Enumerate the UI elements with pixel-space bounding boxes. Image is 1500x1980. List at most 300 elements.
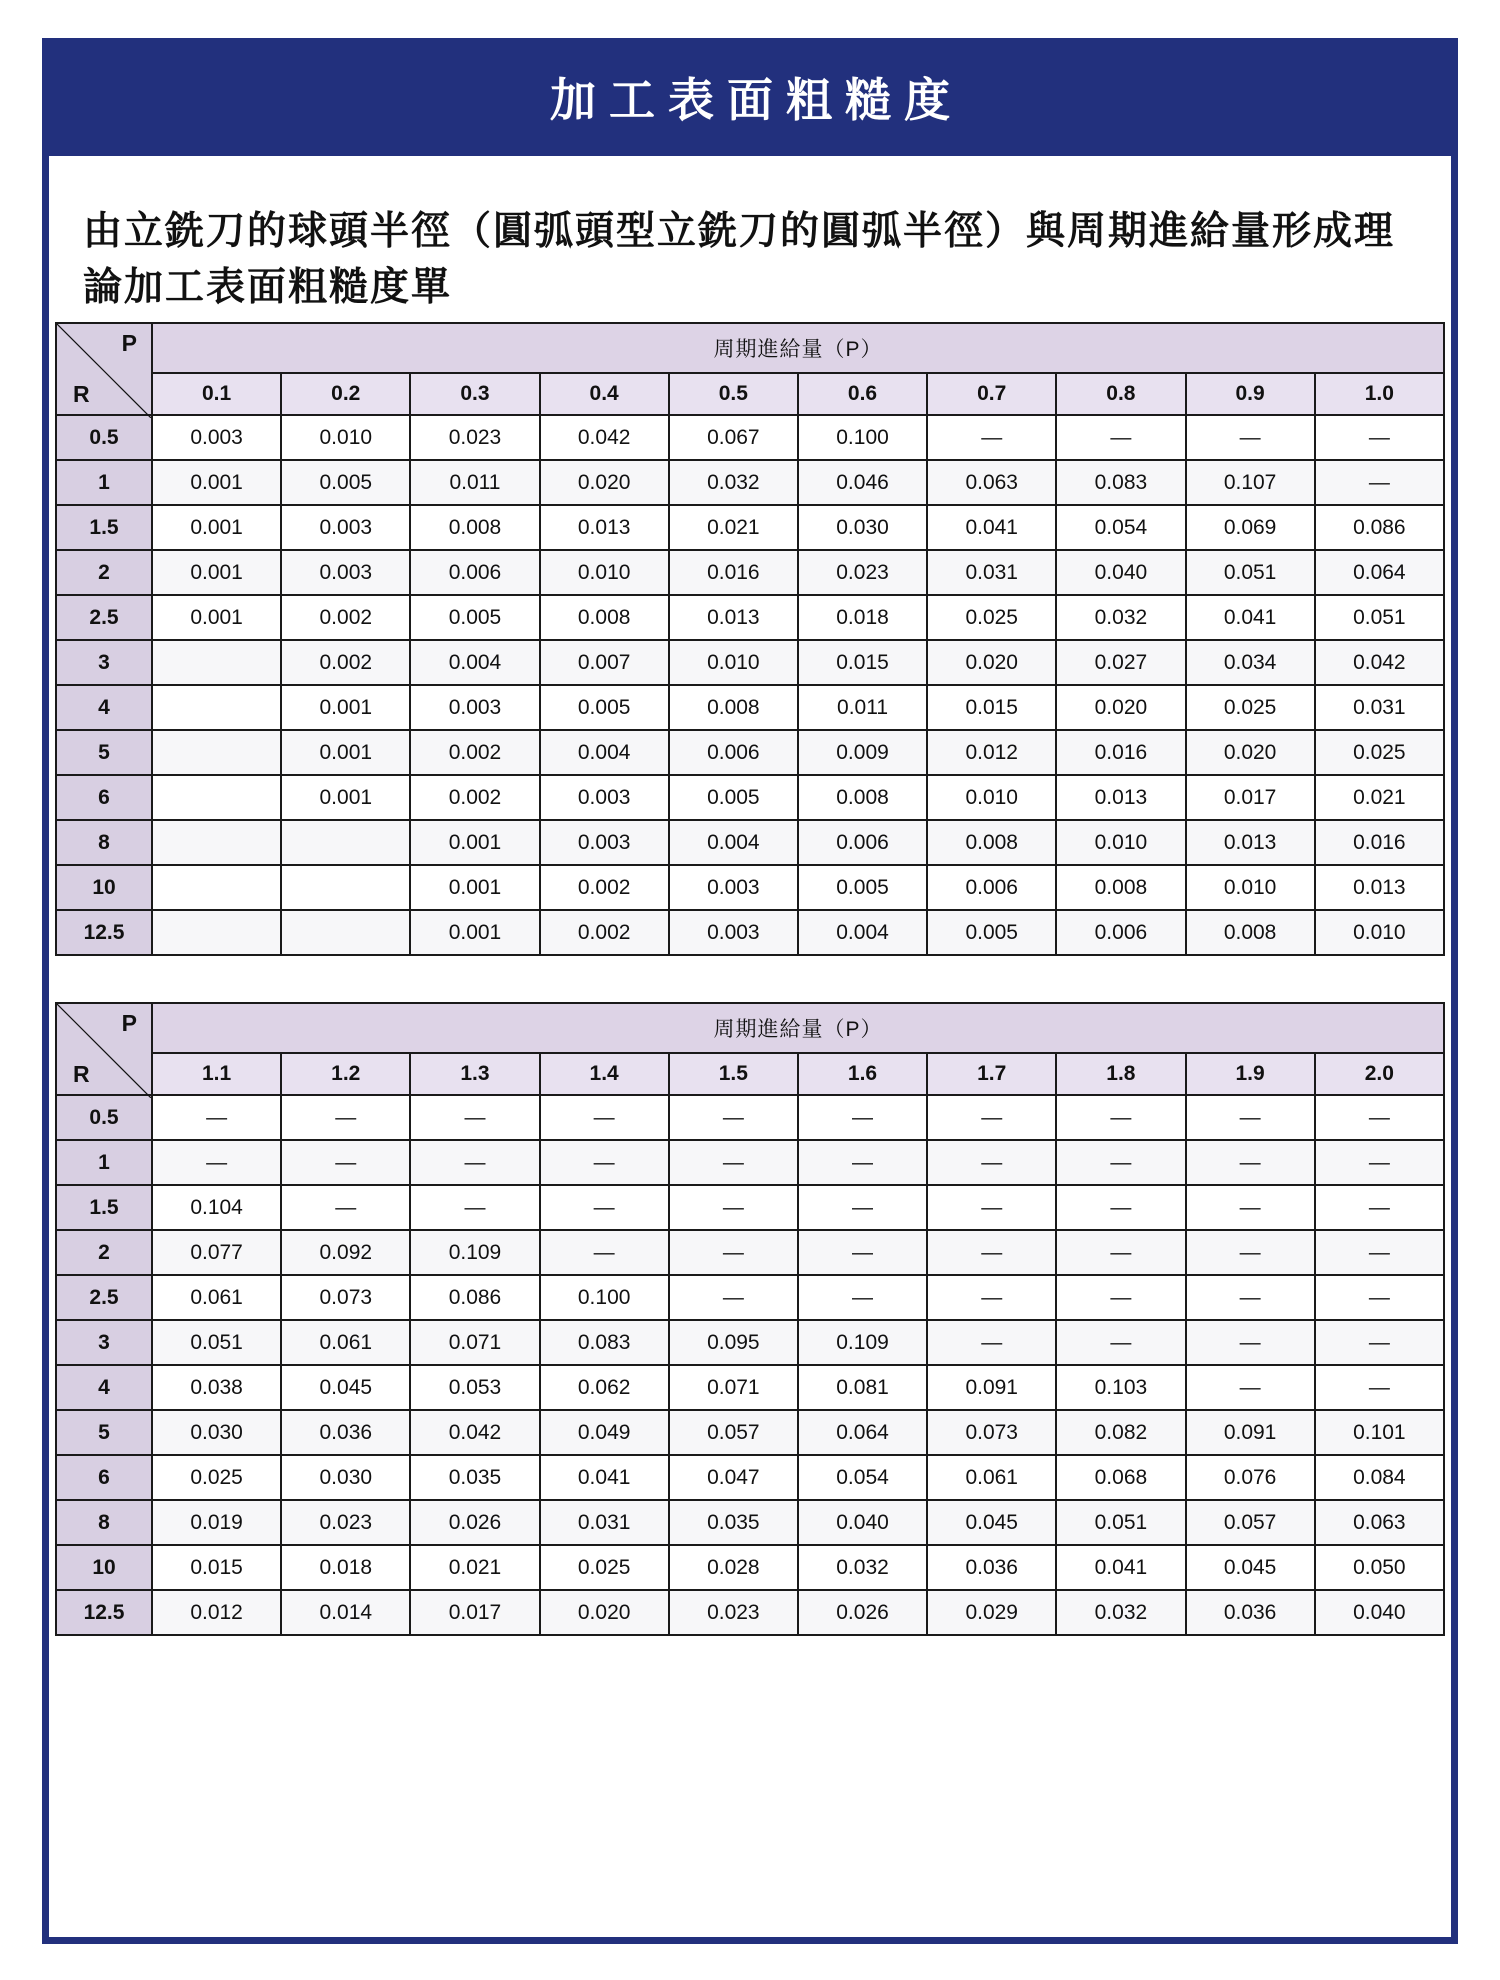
table-1-head: [56, 323, 1444, 415]
cell-r2-p1.0: 0.064: [1315, 550, 1444, 595]
cell-r12.5-p0.1: [152, 910, 281, 955]
cell-r2-p1.6: —: [798, 1230, 927, 1275]
row-header-4: 4: [56, 1365, 152, 1410]
cell-r2.5-p1.2: 0.073: [281, 1275, 410, 1320]
cell-r5-p0.4: 0.004: [540, 730, 669, 775]
cell-r8-p2.0: 0.063: [1315, 1500, 1444, 1545]
row-header-1: 1: [56, 1140, 152, 1185]
cell-r2.5-p1.0: 0.051: [1315, 595, 1444, 640]
cell-r10-p1.5: 0.028: [669, 1545, 798, 1590]
cell-r4-p0.7: 0.015: [927, 685, 1056, 730]
cell-r1.5-p1.9: —: [1186, 1185, 1315, 1230]
cell-r8-p1.5: 0.035: [669, 1500, 798, 1545]
cell-r3-p0.2: 0.002: [281, 640, 410, 685]
column-header-1.3: 1.3: [410, 1053, 539, 1095]
cell-r6-p1.9: 0.076: [1186, 1455, 1315, 1500]
table-1-body: [56, 415, 1444, 955]
cell-r12.5-p0.7: 0.005: [927, 910, 1056, 955]
cell-r6-p0.5: 0.005: [669, 775, 798, 820]
cell-r10-p1.4: 0.025: [540, 1545, 669, 1590]
corner-p-label: P: [121, 330, 137, 357]
cell-r0.5-p1.4: —: [540, 1095, 669, 1140]
row-header-5: 5: [56, 730, 152, 775]
cell-r1.5-p1.7: —: [927, 1185, 1056, 1230]
row-header-4: 4: [56, 685, 152, 730]
cell-r5-p0.3: 0.002: [410, 730, 539, 775]
cell-r2.5-p0.8: 0.032: [1056, 595, 1185, 640]
cell-r1-p0.7: 0.063: [927, 460, 1056, 505]
cell-r4-p1.6: 0.081: [798, 1365, 927, 1410]
cell-r1-p0.8: 0.083: [1056, 460, 1185, 505]
cell-r1-p1.4: —: [540, 1140, 669, 1185]
cell-r0.5-p0.6: 0.100: [798, 415, 927, 460]
row-header-2.5: 2.5: [56, 1275, 152, 1320]
cell-r10-p1.8: 0.041: [1056, 1545, 1185, 1590]
cell-r8-p1.8: 0.051: [1056, 1500, 1185, 1545]
cell-r2.5-p1.9: —: [1186, 1275, 1315, 1320]
cell-r5-p0.1: [152, 730, 281, 775]
cell-r1.5-p0.1: 0.001: [152, 505, 281, 550]
cell-r5-p1.9: 0.091: [1186, 1410, 1315, 1455]
table-row: [56, 505, 1444, 550]
cell-r8-p1.1: 0.019: [152, 1500, 281, 1545]
cell-r3-p0.3: 0.004: [410, 640, 539, 685]
cell-r6-p0.7: 0.010: [927, 775, 1056, 820]
cell-r1.5-p0.9: 0.069: [1186, 505, 1315, 550]
cell-r5-p0.5: 0.006: [669, 730, 798, 775]
cell-r8-p0.8: 0.010: [1056, 820, 1185, 865]
cell-r5-p1.8: 0.082: [1056, 1410, 1185, 1455]
cell-r12.5-p1.9: 0.036: [1186, 1590, 1315, 1635]
cell-r3-p1.3: 0.071: [410, 1320, 539, 1365]
table-row: [56, 865, 1444, 910]
cell-r12.5-p1.0: 0.010: [1315, 910, 1444, 955]
document-frame: [42, 38, 1458, 1944]
cell-r4-p0.8: 0.020: [1056, 685, 1185, 730]
cell-r10-p0.6: 0.005: [798, 865, 927, 910]
cell-r2.5-p0.5: 0.013: [669, 595, 798, 640]
table-row: [56, 1230, 1444, 1275]
column-header-0.1: 0.1: [152, 373, 281, 415]
cell-r2-p0.6: 0.023: [798, 550, 927, 595]
cell-r1.5-p1.8: —: [1056, 1185, 1185, 1230]
cell-r3-p2.0: —: [1315, 1320, 1444, 1365]
table-row: [56, 460, 1444, 505]
cell-r10-p0.7: 0.006: [927, 865, 1056, 910]
cell-r6-p1.3: 0.035: [410, 1455, 539, 1500]
row-header-0.5: 0.5: [56, 1095, 152, 1140]
table-row: [56, 910, 1444, 955]
table-row: [56, 1455, 1444, 1500]
cell-r2.5-p1.1: 0.061: [152, 1275, 281, 1320]
cell-r2.5-p0.7: 0.025: [927, 595, 1056, 640]
column-header-1.1: 1.1: [152, 1053, 281, 1095]
table-wrap-1: [49, 322, 1451, 956]
cell-r2-p0.3: 0.006: [410, 550, 539, 595]
table-row: [56, 1365, 1444, 1410]
row-header-8: 8: [56, 820, 152, 865]
cell-r1-p1.2: —: [281, 1140, 410, 1185]
cell-r6-p1.6: 0.054: [798, 1455, 927, 1500]
row-header-3: 3: [56, 1320, 152, 1365]
cell-r4-p1.7: 0.091: [927, 1365, 1056, 1410]
cell-r12.5-p1.5: 0.023: [669, 1590, 798, 1635]
table-row: [56, 1140, 1444, 1185]
cell-r4-p0.1: [152, 685, 281, 730]
cell-r1-p2.0: —: [1315, 1140, 1444, 1185]
cell-r4-p0.2: 0.001: [281, 685, 410, 730]
cell-r2-p1.7: —: [927, 1230, 1056, 1275]
cell-r10-p2.0: 0.050: [1315, 1545, 1444, 1590]
cell-r12.5-p0.4: 0.002: [540, 910, 669, 955]
table-row: [56, 820, 1444, 865]
corner-p-label: P: [121, 1010, 137, 1037]
cell-r10-p1.2: 0.018: [281, 1545, 410, 1590]
column-header-0.9: 0.9: [1186, 373, 1315, 415]
cell-r6-p1.0: 0.021: [1315, 775, 1444, 820]
cell-r6-p1.7: 0.061: [927, 1455, 1056, 1500]
cell-r1.5-p1.1: 0.104: [152, 1185, 281, 1230]
cell-r8-p0.7: 0.008: [927, 820, 1056, 865]
roughness-table-1: [55, 322, 1445, 956]
row-header-3: 3: [56, 640, 152, 685]
row-header-1.5: 1.5: [56, 1185, 152, 1230]
cell-r2.5-p1.4: 0.100: [540, 1275, 669, 1320]
cell-r12.5-p1.2: 0.014: [281, 1590, 410, 1635]
cell-r2-p1.5: —: [669, 1230, 798, 1275]
table-row: [56, 1410, 1444, 1455]
table-2-body: [56, 1095, 1444, 1635]
cell-r1-p0.5: 0.032: [669, 460, 798, 505]
cell-r2.5-p1.5: —: [669, 1275, 798, 1320]
cell-r2.5-p1.7: —: [927, 1275, 1056, 1320]
table-row: [56, 685, 1444, 730]
table-row: [56, 730, 1444, 775]
row-header-6: 6: [56, 775, 152, 820]
cell-r12.5-p1.3: 0.017: [410, 1590, 539, 1635]
cell-r10-p0.5: 0.003: [669, 865, 798, 910]
cell-r1.5-p0.4: 0.013: [540, 505, 669, 550]
column-header-0.2: 0.2: [281, 373, 410, 415]
cell-r1-p1.1: —: [152, 1140, 281, 1185]
table-2-head: [56, 1003, 1444, 1095]
cell-r12.5-p0.2: [281, 910, 410, 955]
cell-r1-p1.5: —: [669, 1140, 798, 1185]
cell-r5-p1.7: 0.073: [927, 1410, 1056, 1455]
cell-r1.5-p0.5: 0.021: [669, 505, 798, 550]
cell-r10-p0.2: [281, 865, 410, 910]
table-row: [56, 1590, 1444, 1635]
cell-r0.5-p1.0: —: [1315, 415, 1444, 460]
cell-r5-p0.2: 0.001: [281, 730, 410, 775]
group-header-row: [56, 323, 1444, 373]
column-header-1.4: 1.4: [540, 1053, 669, 1095]
cell-r1.5-p0.2: 0.003: [281, 505, 410, 550]
cell-r2-p2.0: —: [1315, 1230, 1444, 1275]
cell-r2.5-p0.4: 0.008: [540, 595, 669, 640]
cell-r2-p0.4: 0.010: [540, 550, 669, 595]
cell-r10-p0.8: 0.008: [1056, 865, 1185, 910]
cell-r12.5-p0.5: 0.003: [669, 910, 798, 955]
cell-r8-p1.0: 0.016: [1315, 820, 1444, 865]
cell-r5-p1.4: 0.049: [540, 1410, 669, 1455]
cell-r6-p1.1: 0.025: [152, 1455, 281, 1500]
cell-r0.5-p0.2: 0.010: [281, 415, 410, 460]
cell-r4-p0.5: 0.008: [669, 685, 798, 730]
tables-area: [49, 322, 1451, 1937]
cell-r8-p0.3: 0.001: [410, 820, 539, 865]
cell-r2.5-p1.3: 0.086: [410, 1275, 539, 1320]
cell-r8-p1.7: 0.045: [927, 1500, 1056, 1545]
row-header-12.5: 12.5: [56, 1590, 152, 1635]
cell-r5-p1.2: 0.036: [281, 1410, 410, 1455]
intro-section: [49, 156, 1451, 322]
cell-r1-p1.9: —: [1186, 1140, 1315, 1185]
cell-r8-p1.6: 0.040: [798, 1500, 927, 1545]
cell-r3-p0.5: 0.010: [669, 640, 798, 685]
cell-r0.5-p1.7: —: [927, 1095, 1056, 1140]
cell-r6-p0.4: 0.003: [540, 775, 669, 820]
cell-r0.5-p0.3: 0.023: [410, 415, 539, 460]
cell-r0.5-p2.0: —: [1315, 1095, 1444, 1140]
cell-r4-p1.5: 0.071: [669, 1365, 798, 1410]
row-header-2: 2: [56, 550, 152, 595]
cell-r8-p1.2: 0.023: [281, 1500, 410, 1545]
cell-r10-p1.9: 0.045: [1186, 1545, 1315, 1590]
table-row: [56, 1320, 1444, 1365]
row-header-0.5: 0.5: [56, 415, 152, 460]
feed-rate-group-header: 周期進給量（P）: [152, 1003, 1444, 1053]
cell-r2-p1.1: 0.077: [152, 1230, 281, 1275]
column-header-row: [56, 373, 1444, 415]
cell-r1-p0.6: 0.046: [798, 460, 927, 505]
column-header-1.5: 1.5: [669, 1053, 798, 1095]
cell-r3-p1.6: 0.109: [798, 1320, 927, 1365]
cell-r2-p1.9: —: [1186, 1230, 1315, 1275]
cell-r6-p1.2: 0.030: [281, 1455, 410, 1500]
cell-r10-p0.3: 0.001: [410, 865, 539, 910]
cell-r12.5-p1.7: 0.029: [927, 1590, 1056, 1635]
cell-r1.5-p0.8: 0.054: [1056, 505, 1185, 550]
cell-r1.5-p0.7: 0.041: [927, 505, 1056, 550]
cell-r3-p0.7: 0.020: [927, 640, 1056, 685]
cell-r8-p0.6: 0.006: [798, 820, 927, 865]
cell-r3-p1.5: 0.095: [669, 1320, 798, 1365]
corner-header-cell: [56, 323, 152, 415]
cell-r2-p0.9: 0.051: [1186, 550, 1315, 595]
cell-r2.5-p0.3: 0.005: [410, 595, 539, 640]
corner-r-label: R: [73, 1061, 90, 1088]
cell-r8-p1.4: 0.031: [540, 1500, 669, 1545]
cell-r4-p0.9: 0.025: [1186, 685, 1315, 730]
cell-r0.5-p1.3: —: [410, 1095, 539, 1140]
column-header-row: [56, 1053, 1444, 1095]
cell-r0.5-p0.4: 0.042: [540, 415, 669, 460]
feed-rate-group-header: 周期進給量（P）: [152, 323, 1444, 373]
cell-r0.5-p1.1: —: [152, 1095, 281, 1140]
cell-r4-p1.0: 0.031: [1315, 685, 1444, 730]
cell-r5-p1.5: 0.057: [669, 1410, 798, 1455]
cell-r2-p1.3: 0.109: [410, 1230, 539, 1275]
cell-r5-p0.7: 0.012: [927, 730, 1056, 775]
cell-r3-p0.8: 0.027: [1056, 640, 1185, 685]
cell-r12.5-p0.6: 0.004: [798, 910, 927, 955]
cell-r6-p1.4: 0.041: [540, 1455, 669, 1500]
cell-r10-p1.7: 0.036: [927, 1545, 1056, 1590]
cell-r2-p0.1: 0.001: [152, 550, 281, 595]
cell-r1.5-p2.0: —: [1315, 1185, 1444, 1230]
cell-r1.5-p0.3: 0.008: [410, 505, 539, 550]
column-header-1.2: 1.2: [281, 1053, 410, 1095]
cell-r8-p0.2: [281, 820, 410, 865]
cell-r6-p0.1: [152, 775, 281, 820]
cell-r2-p1.2: 0.092: [281, 1230, 410, 1275]
cell-r1.5-p1.0: 0.086: [1315, 505, 1444, 550]
cell-r4-p1.9: —: [1186, 1365, 1315, 1410]
cell-r2-p0.8: 0.040: [1056, 550, 1185, 595]
cell-r0.5-p0.1: 0.003: [152, 415, 281, 460]
table-row: [56, 550, 1444, 595]
cell-r2-p0.5: 0.016: [669, 550, 798, 595]
column-header-0.8: 0.8: [1056, 373, 1185, 415]
cell-r2.5-p2.0: —: [1315, 1275, 1444, 1320]
group-header-row: [56, 1003, 1444, 1053]
cell-r1-p0.4: 0.020: [540, 460, 669, 505]
row-header-10: 10: [56, 865, 152, 910]
cell-r5-p1.0: 0.025: [1315, 730, 1444, 775]
cell-r4-p1.3: 0.053: [410, 1365, 539, 1410]
column-header-1.0: 1.0: [1315, 373, 1444, 415]
cell-r1.5-p1.5: —: [669, 1185, 798, 1230]
row-header-12.5: 12.5: [56, 910, 152, 955]
cell-r4-p0.4: 0.005: [540, 685, 669, 730]
column-header-2.0: 2.0: [1315, 1053, 1444, 1095]
cell-r0.5-p0.5: 0.067: [669, 415, 798, 460]
cell-r5-p1.1: 0.030: [152, 1410, 281, 1455]
cell-r3-p1.4: 0.083: [540, 1320, 669, 1365]
column-header-0.4: 0.4: [540, 373, 669, 415]
cell-r12.5-p2.0: 0.040: [1315, 1590, 1444, 1635]
cell-r3-p1.7: —: [927, 1320, 1056, 1365]
row-header-1.5: 1.5: [56, 505, 152, 550]
cell-r1-p0.3: 0.011: [410, 460, 539, 505]
cell-r3-p1.9: —: [1186, 1320, 1315, 1365]
cell-r2.5-p0.1: 0.001: [152, 595, 281, 640]
cell-r1.5-p1.2: —: [281, 1185, 410, 1230]
column-header-1.8: 1.8: [1056, 1053, 1185, 1095]
cell-r5-p1.3: 0.042: [410, 1410, 539, 1455]
cell-r3-p1.8: —: [1056, 1320, 1185, 1365]
cell-r12.5-p1.1: 0.012: [152, 1590, 281, 1635]
cell-r12.5-p1.4: 0.020: [540, 1590, 669, 1635]
cell-r12.5-p0.9: 0.008: [1186, 910, 1315, 955]
cell-r6-p0.6: 0.008: [798, 775, 927, 820]
column-header-0.3: 0.3: [410, 373, 539, 415]
cell-r6-p1.5: 0.047: [669, 1455, 798, 1500]
cell-r2.5-p0.6: 0.018: [798, 595, 927, 640]
cell-r2-p1.8: —: [1056, 1230, 1185, 1275]
row-header-2: 2: [56, 1230, 152, 1275]
row-header-6: 6: [56, 1455, 152, 1500]
cell-r0.5-p0.9: —: [1186, 415, 1315, 460]
cell-r0.5-p1.6: —: [798, 1095, 927, 1140]
cell-r10-p0.1: [152, 865, 281, 910]
cell-r6-p0.2: 0.001: [281, 775, 410, 820]
cell-r2-p0.2: 0.003: [281, 550, 410, 595]
cell-r2.5-p1.8: —: [1056, 1275, 1185, 1320]
table-row: [56, 415, 1444, 460]
column-header-0.6: 0.6: [798, 373, 927, 415]
cell-r4-p2.0: —: [1315, 1365, 1444, 1410]
cell-r3-p0.9: 0.034: [1186, 640, 1315, 685]
cell-r1.5-p1.6: —: [798, 1185, 927, 1230]
column-header-1.7: 1.7: [927, 1053, 1056, 1095]
cell-r2.5-p0.9: 0.041: [1186, 595, 1315, 640]
cell-r0.5-p1.8: —: [1056, 1095, 1185, 1140]
cell-r4-p1.1: 0.038: [152, 1365, 281, 1410]
table-row: [56, 775, 1444, 820]
table-wrap-2: [49, 1002, 1451, 1636]
cell-r3-p1.2: 0.061: [281, 1320, 410, 1365]
cell-r6-p1.8: 0.068: [1056, 1455, 1185, 1500]
table-row: [56, 595, 1444, 640]
column-header-1.9: 1.9: [1186, 1053, 1315, 1095]
cell-r8-p0.4: 0.003: [540, 820, 669, 865]
cell-r12.5-p0.3: 0.001: [410, 910, 539, 955]
cell-r5-p0.6: 0.009: [798, 730, 927, 775]
intro-paragraph: 由立銑刀的球頭半徑（圓弧頭型立銑刀的圓弧半徑）與周期進給量形成理論加工表面粗糙度單: [83, 209, 1396, 311]
cell-r1-p0.2: 0.005: [281, 460, 410, 505]
cell-r5-p2.0: 0.101: [1315, 1410, 1444, 1455]
cell-r12.5-p1.8: 0.032: [1056, 1590, 1185, 1635]
cell-r0.5-p1.5: —: [669, 1095, 798, 1140]
cell-r4-p1.2: 0.045: [281, 1365, 410, 1410]
corner-r-label: R: [73, 381, 90, 408]
cell-r6-p2.0: 0.084: [1315, 1455, 1444, 1500]
cell-r0.5-p0.8: —: [1056, 415, 1185, 460]
cell-r2.5-p1.6: —: [798, 1275, 927, 1320]
cell-r10-p0.4: 0.002: [540, 865, 669, 910]
roughness-table-2: [55, 1002, 1445, 1636]
cell-r6-p0.3: 0.002: [410, 775, 539, 820]
cell-r4-p1.4: 0.062: [540, 1365, 669, 1410]
cell-r5-p0.8: 0.016: [1056, 730, 1185, 775]
cell-r5-p0.9: 0.020: [1186, 730, 1315, 775]
row-header-10: 10: [56, 1545, 152, 1590]
cell-r1-p1.6: —: [798, 1140, 927, 1185]
table-row: [56, 1095, 1444, 1140]
cell-r8-p0.9: 0.013: [1186, 820, 1315, 865]
table-row: [56, 1275, 1444, 1320]
cell-r3-p1.0: 0.042: [1315, 640, 1444, 685]
cell-r0.5-p1.9: —: [1186, 1095, 1315, 1140]
cell-r4-p0.6: 0.011: [798, 685, 927, 730]
cell-r1.5-p1.3: —: [410, 1185, 539, 1230]
cell-r1-p1.8: —: [1056, 1140, 1185, 1185]
row-header-5: 5: [56, 1410, 152, 1455]
table-row: [56, 1185, 1444, 1230]
table-row: [56, 1545, 1444, 1590]
page-title: 加工表面粗糙度: [550, 73, 963, 127]
cell-r3-p0.1: [152, 640, 281, 685]
corner-header-cell: [56, 1003, 152, 1095]
cell-r8-p1.3: 0.026: [410, 1500, 539, 1545]
cell-r0.5-p1.2: —: [281, 1095, 410, 1140]
table-row: [56, 640, 1444, 685]
cell-r4-p0.3: 0.003: [410, 685, 539, 730]
cell-r3-p1.1: 0.051: [152, 1320, 281, 1365]
table-row: [56, 1500, 1444, 1545]
